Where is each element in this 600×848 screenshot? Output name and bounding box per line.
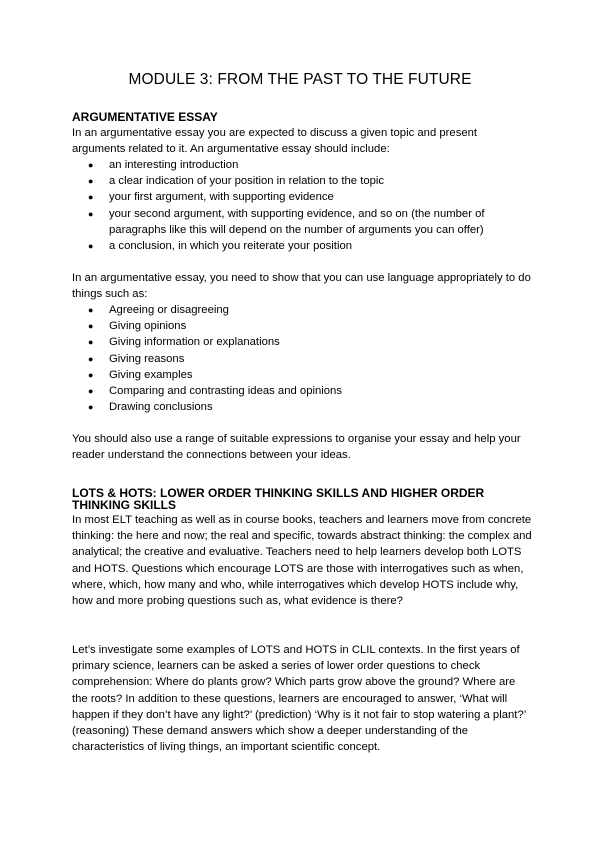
language-use-paragraph: In an argumentative essay, you need to show that you can use language appropriately to do things such as:	[72, 272, 531, 301]
bullet-icon: ●	[88, 337, 94, 348]
list-item: ● a clear indication of your position in relation to the topic	[72, 173, 532, 189]
bullet-icon: ●	[88, 305, 94, 315]
bullet-icon: ●	[88, 192, 94, 203]
list-item: ● a conclusion, in which you reiterate your position	[72, 238, 532, 254]
essay-components-list	[72, 157, 532, 254]
intro-paragraph: In an argumentative essay you are expected to discuss a given topic and present arguments related to it. An argumentative essay should include:	[72, 127, 478, 156]
organise-essay-paragraph: You should also use a range of suitable expressions to organise your essay and help your reader understand the connections between your ideas.	[72, 433, 521, 462]
list-item: ● Drawing conclusions	[72, 399, 532, 415]
list-item: ● Agreeing or disagreeing	[72, 302, 532, 318]
list-item: ● your first argument, with supporting evidence	[72, 189, 532, 205]
list-item: ● your second argument, with supporting evidence, and so on (the number of paragraphs like this will depend on the number of arguments you can offer)	[88, 207, 485, 236]
bullet-icon: ●	[88, 160, 94, 170]
list-item: ● Giving examples	[72, 367, 532, 383]
list-item: ● an interesting introduction	[72, 157, 532, 173]
section-heading-argumentative-essay: ARGUMENTATIVE ESSAY	[72, 110, 218, 124]
bullet-icon: ●	[88, 402, 94, 413]
bullet-icon: ●	[88, 241, 94, 252]
language-functions-list	[72, 302, 532, 415]
lots-hots-paragraph: In most ELT teaching as well as in course books, teachers and learners move from concrete thinking: the here and now; the real and specific, towards abstract thinking: the complex and analytical; the creative and evaluative. Teachers need to help learners develop both LOTS and HOTS. Questions which encourage LOTS are those with interrogatives such as when, where, which, how many and who, while interrogatives which develop HOTS include why, how and more probing questions such as, what evidence is there?	[72, 514, 532, 608]
bullet-icon: ●	[88, 353, 94, 364]
bullet-icon: ●	[88, 176, 94, 187]
list-item: ● Giving opinions	[72, 318, 532, 334]
bullet-icon: ●	[88, 321, 94, 332]
page-title: MODULE 3: FROM THE PAST TO THE FUTURE	[128, 71, 472, 88]
bullet-icon: ●	[88, 386, 94, 397]
bullet-icon: ●	[88, 208, 94, 219]
clil-examples-paragraph: Let’s investigate some examples of LOTS and HOTS in CLIL contexts. In the first years of primary science, learners can be asked a series of lower order questions to check comprehension: Where do plants grow? Which parts grow above the ground? Where are the roots? In addition to these questions, learners are encouraged to answer, ‘What will happen if they don’t have any light?’ (prediction) ‘Why is it not fair to stop watering a plant?’ (reasoning) These demand answers which show a deeper understanding of the characteristics of living things, an important scientific concept.	[72, 644, 526, 754]
bullet-icon: ●	[88, 369, 94, 380]
list-item: ● Giving reasons	[72, 351, 532, 367]
section-heading-lots-hots: LOTS & HOTS: LOWER ORDER THINKING SKILLS AND HIGHER ORDER THINKING SKILLS	[72, 486, 485, 512]
list-item: ● Comparing and contrasting ideas and opinions	[72, 383, 532, 399]
list-item: ● Giving information or explanations	[72, 334, 532, 350]
